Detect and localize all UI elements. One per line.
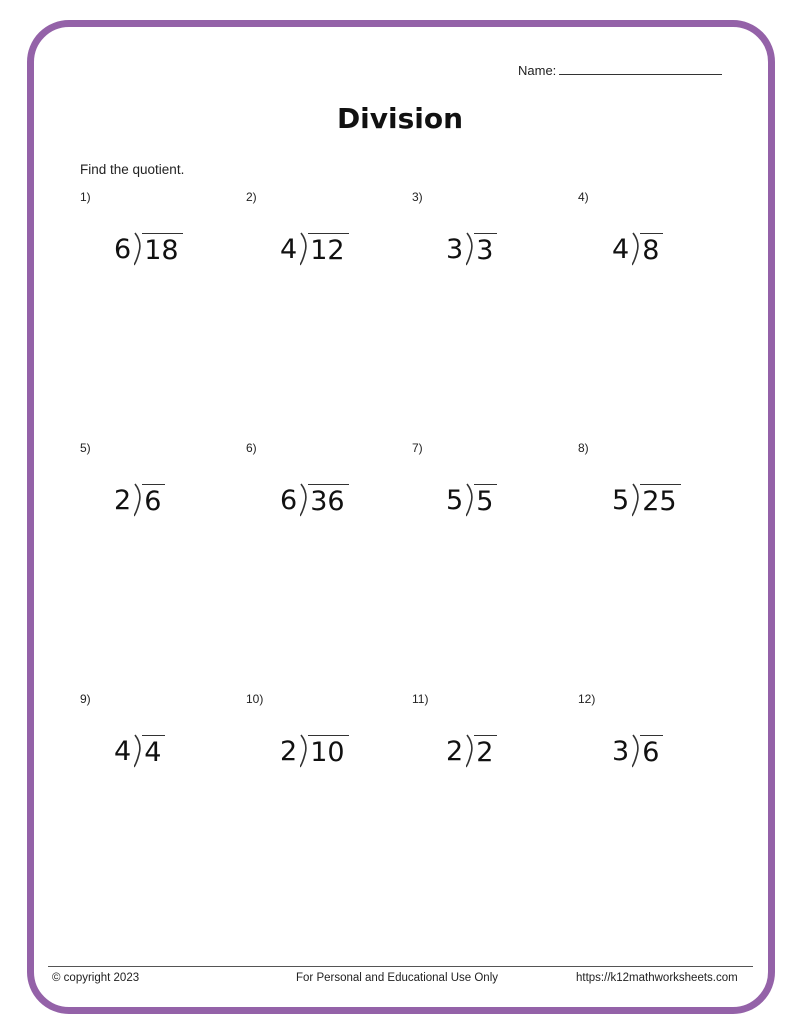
division-bracket-icon xyxy=(134,734,142,768)
division-bracket-icon xyxy=(300,483,308,517)
dividend: 10 xyxy=(308,735,348,768)
dividend: 3 xyxy=(474,233,497,266)
divisor: 2 xyxy=(114,485,132,516)
long-division-expression xyxy=(114,477,165,517)
division-bracket-icon xyxy=(466,232,474,266)
division-bracket-icon xyxy=(466,734,474,768)
problem-11 xyxy=(412,692,572,792)
dividend: 18 xyxy=(142,233,182,266)
problem-8 xyxy=(578,441,738,541)
dividend: 6 xyxy=(640,735,663,768)
problem-number: 9) xyxy=(80,692,91,706)
dividend: 25 xyxy=(640,484,680,517)
long-division-expression xyxy=(114,226,183,266)
dividend: 12 xyxy=(308,233,348,266)
problem-number: 3) xyxy=(412,190,423,204)
long-division-expression xyxy=(446,728,497,768)
dividend: 2 xyxy=(474,735,497,768)
long-division-expression xyxy=(446,226,497,266)
divisor: 5 xyxy=(446,485,464,516)
problem-3 xyxy=(412,190,572,290)
problem-number: 10) xyxy=(246,692,264,706)
name-label: Name: xyxy=(518,63,557,78)
problem-number: 1) xyxy=(80,190,91,204)
footer-url[interactable]: https://k12mathworksheets.com xyxy=(576,972,738,984)
problem-4 xyxy=(578,190,738,290)
instructions: Find the quotient. xyxy=(80,162,185,177)
dividend: 36 xyxy=(308,484,348,517)
divisor: 5 xyxy=(612,485,630,516)
problem-6 xyxy=(246,441,406,541)
division-bracket-icon xyxy=(632,734,640,768)
problem-10 xyxy=(246,692,406,792)
page-title: Division xyxy=(336,102,464,135)
division-bracket-icon xyxy=(134,483,142,517)
problem-number: 12) xyxy=(578,692,596,706)
dividend: 4 xyxy=(142,735,165,768)
division-bracket-icon xyxy=(300,232,308,266)
long-division-expression xyxy=(114,728,165,768)
dividend: 5 xyxy=(474,484,497,517)
division-bracket-icon xyxy=(134,232,142,266)
problem-number: 8) xyxy=(578,441,589,455)
division-bracket-icon xyxy=(632,232,640,266)
long-division-expression xyxy=(612,728,663,768)
divisor: 4 xyxy=(280,234,298,265)
long-division-expression xyxy=(612,477,681,517)
name-field[interactable] xyxy=(518,62,722,78)
long-division-expression xyxy=(612,226,663,266)
division-bracket-icon xyxy=(300,734,308,768)
problem-number: 6) xyxy=(246,441,257,455)
divisor: 4 xyxy=(114,736,132,767)
problem-12 xyxy=(578,692,738,792)
dividend: 8 xyxy=(640,233,663,266)
problem-number: 7) xyxy=(412,441,423,455)
problem-number: 2) xyxy=(246,190,257,204)
footer-usage: For Personal and Educational Use Only xyxy=(296,972,498,984)
division-bracket-icon xyxy=(466,483,474,517)
divisor: 2 xyxy=(446,736,464,767)
name-blank-line[interactable] xyxy=(559,62,722,75)
problem-number: 4) xyxy=(578,190,589,204)
footer-copyright: © copyright 2023 xyxy=(52,972,140,984)
problem-7 xyxy=(412,441,572,541)
divisor: 3 xyxy=(446,234,464,265)
problem-5 xyxy=(80,441,240,541)
divisor: 6 xyxy=(280,485,298,516)
divisor: 2 xyxy=(280,736,298,767)
problem-number: 5) xyxy=(80,441,91,455)
problem-1 xyxy=(80,190,240,290)
footer-divider xyxy=(48,966,753,967)
long-division-expression xyxy=(280,477,349,517)
problem-9 xyxy=(80,692,240,792)
dividend: 6 xyxy=(142,484,165,517)
problem-2 xyxy=(246,190,406,290)
divisor: 6 xyxy=(114,234,132,265)
divisor: 3 xyxy=(612,736,630,767)
long-division-expression xyxy=(446,477,497,517)
problem-number: 11) xyxy=(412,692,429,706)
long-division-expression xyxy=(280,728,349,768)
long-division-expression xyxy=(280,226,349,266)
division-bracket-icon xyxy=(632,483,640,517)
divisor: 4 xyxy=(612,234,630,265)
